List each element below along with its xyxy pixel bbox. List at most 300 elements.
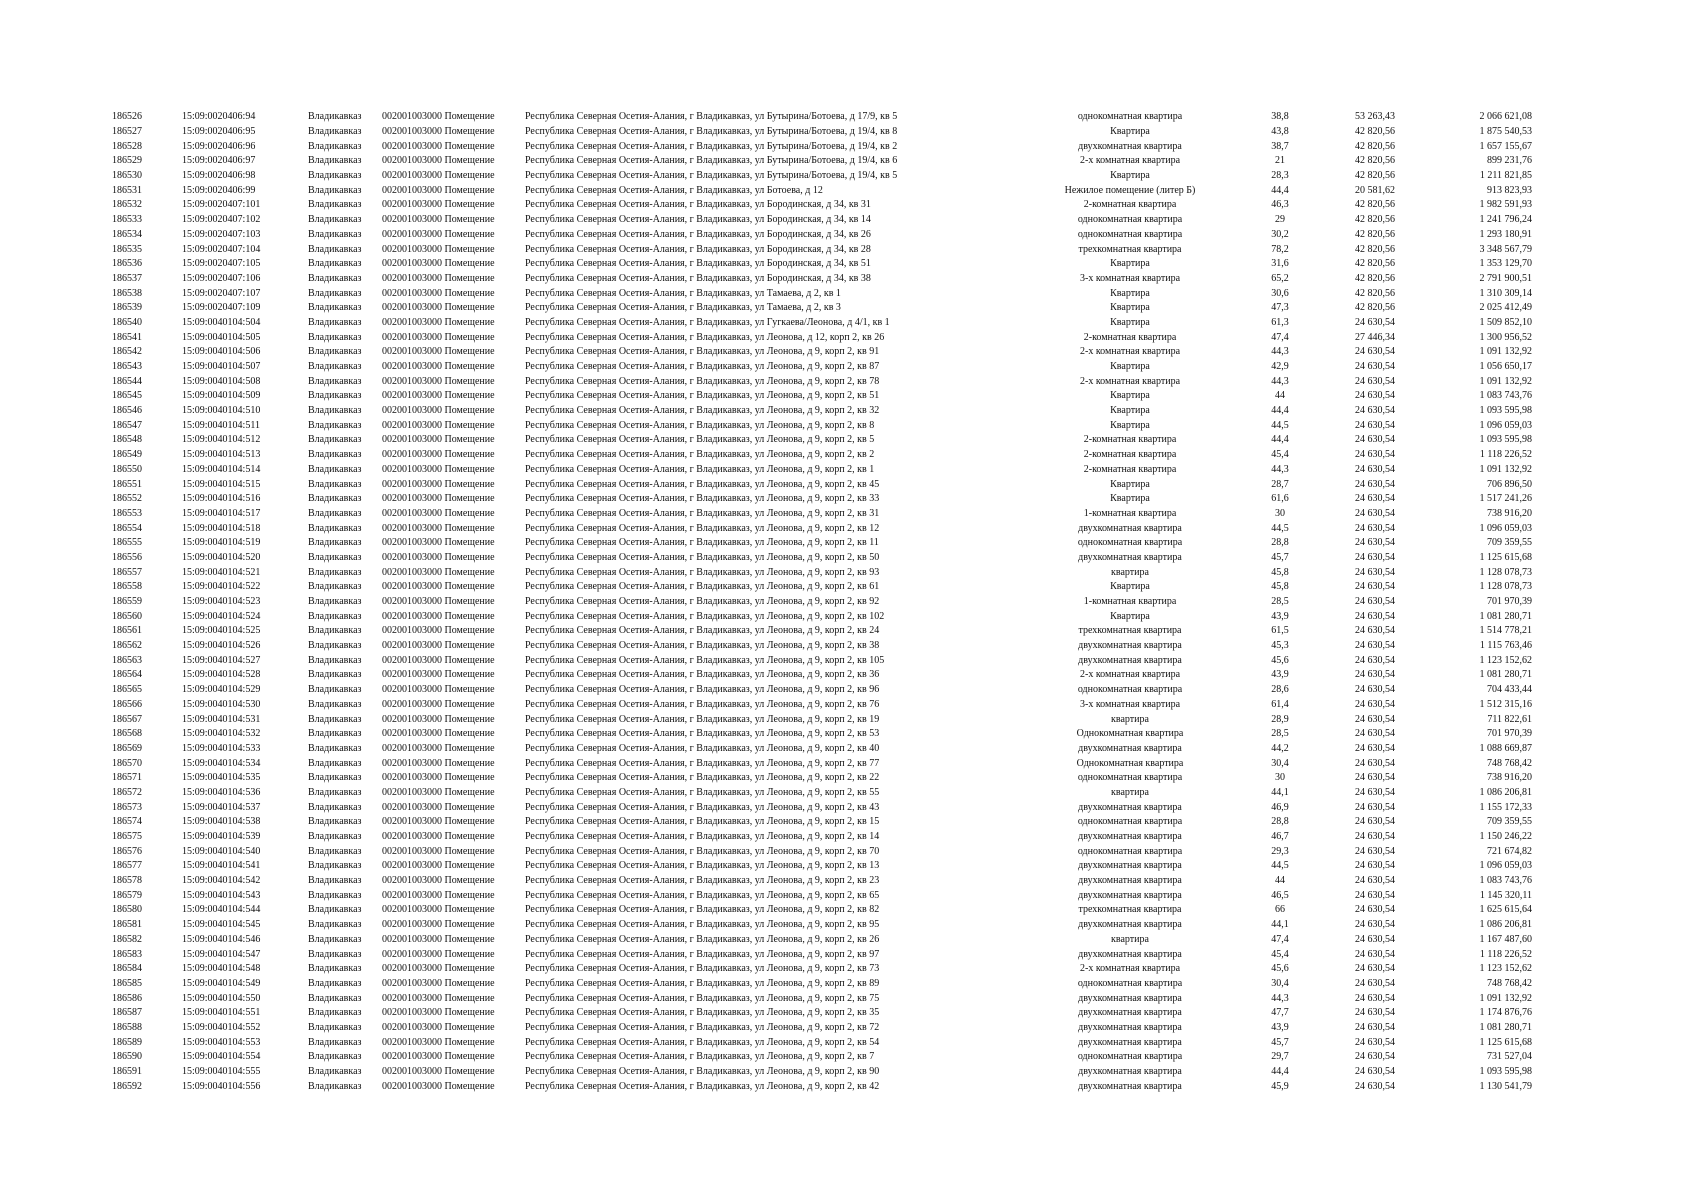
cadastral-value-cell: 1 115 763,46 — [1479, 640, 1532, 652]
record-id-cell: 186550 — [112, 463, 142, 475]
object-type-cell: 002001003000 Помещение — [382, 728, 495, 740]
record-id-cell: 186530 — [112, 170, 142, 182]
table-row — [112, 874, 1532, 889]
cadastral-number-cell: 15:09:0020407:105 — [182, 258, 261, 270]
record-id-cell: 186554 — [112, 522, 142, 534]
table-row — [112, 433, 1532, 448]
cadastral-value-cell: 1 509 852,10 — [1479, 316, 1532, 328]
city-cell: Владикавказ — [308, 228, 362, 240]
object-type-cell: 002001003000 Помещение — [382, 126, 495, 138]
address-cell: Республика Северная Осетия-Алания, г Владикавказ, ул Леонова, д 9, корп 2, кв 55 — [525, 786, 880, 798]
object-type-cell: 002001003000 Помещение — [382, 537, 495, 549]
object-type-cell: 002001003000 Помещение — [382, 919, 495, 931]
record-id-cell: 186559 — [112, 596, 142, 608]
premises-name-cell: двухкомнатная квартира — [1078, 1066, 1182, 1078]
specific-value-cell: 24 630,54 — [1355, 713, 1395, 725]
area-cell: 46,9 — [1271, 801, 1289, 813]
address-cell: Республика Северная Осетия-Алания, г Владикавказ, ул Леонова, д 9, корп 2, кв 65 — [525, 889, 880, 901]
area-cell: 78,2 — [1271, 243, 1289, 255]
area-cell: 28,9 — [1271, 713, 1289, 725]
table-row — [112, 463, 1532, 478]
cadastral-number-cell: 15:09:0040104:522 — [182, 581, 261, 593]
city-cell: Владикавказ — [308, 214, 362, 226]
cadastral-value-cell: 3 348 567,79 — [1479, 243, 1532, 255]
record-id-cell: 186540 — [112, 316, 142, 328]
address-cell: Республика Северная Осетия-Алания, г Владикавказ, ул Леонова, д 9, корп 2, кв 45 — [525, 478, 880, 490]
premises-name-cell: двухкомнатная квартира — [1078, 1080, 1182, 1092]
cadastral-value-cell: 1 174 876,76 — [1479, 1007, 1532, 1019]
cadastral-value-cell: 1 150 246,22 — [1479, 831, 1532, 843]
object-type-cell: 002001003000 Помещение — [382, 361, 495, 373]
record-id-cell: 186533 — [112, 214, 142, 226]
table-row — [112, 668, 1532, 683]
table-row — [112, 330, 1532, 345]
area-cell: 66 — [1275, 904, 1285, 916]
record-id-cell: 186552 — [112, 493, 142, 505]
cadastral-value-cell: 1 155 172,33 — [1479, 801, 1532, 813]
table-row — [112, 404, 1532, 419]
city-cell: Владикавказ — [308, 992, 362, 1004]
address-cell: Республика Северная Осетия-Алания, г Владикавказ, ул Леонова, д 9, корп 2, кв 93 — [525, 566, 880, 578]
city-cell: Владикавказ — [308, 845, 362, 857]
object-type-cell: 002001003000 Помещение — [382, 316, 495, 328]
city-cell: Владикавказ — [308, 478, 362, 490]
specific-value-cell: 24 630,54 — [1355, 654, 1395, 666]
city-cell: Владикавказ — [308, 126, 362, 138]
record-id-cell: 186560 — [112, 610, 142, 622]
cadastral-number-cell: 15:09:0040104:514 — [182, 463, 261, 475]
cadastral-value-cell: 1 088 669,87 — [1479, 742, 1532, 754]
object-type-cell: 002001003000 Помещение — [382, 419, 495, 431]
table-row — [112, 756, 1532, 771]
premises-name-cell: Квартира — [1110, 170, 1150, 182]
cadastral-value-cell: 1 118 226,52 — [1479, 449, 1532, 461]
table-row — [112, 139, 1532, 154]
table-row — [112, 800, 1532, 815]
table-row — [112, 374, 1532, 389]
cadastral-value-cell: 731 527,04 — [1487, 1051, 1532, 1063]
city-cell: Владикавказ — [308, 1021, 362, 1033]
object-type-cell: 002001003000 Помещение — [382, 346, 495, 358]
record-id-cell: 186532 — [112, 199, 142, 211]
address-cell: Республика Северная Осетия-Алания, г Владикавказ, ул Леонова, д 9, корп 2, кв 22 — [525, 772, 880, 784]
record-id-cell: 186551 — [112, 478, 142, 490]
table-row — [112, 228, 1532, 243]
city-cell: Владикавказ — [308, 140, 362, 152]
area-cell: 44,4 — [1271, 434, 1289, 446]
premises-name-cell: 1-комнатная квартира — [1083, 596, 1177, 608]
specific-value-cell: 24 630,54 — [1355, 801, 1395, 813]
city-cell: Владикавказ — [308, 860, 362, 872]
cadastral-value-cell: 748 768,42 — [1487, 757, 1532, 769]
city-cell: Владикавказ — [308, 728, 362, 740]
cadastral-value-cell: 1 353 129,70 — [1479, 258, 1532, 270]
address-cell: Республика Северная Осетия-Алания, г Владикавказ, ул Леонова, д 12, корп 2, кв 26 — [525, 331, 885, 343]
table-row — [112, 198, 1532, 213]
address-cell: Республика Северная Осетия-Алания, г Владикавказ, ул Леонова, д 9, корп 2, кв 77 — [525, 757, 880, 769]
record-id-cell: 186542 — [112, 346, 142, 358]
cadastral-number-cell: 15:09:0040104:519 — [182, 537, 261, 549]
city-cell: Владикавказ — [308, 537, 362, 549]
premises-name-cell: Однокомнатная квартира — [1076, 757, 1184, 769]
table-row — [112, 844, 1532, 859]
specific-value-cell: 24 630,54 — [1355, 977, 1395, 989]
area-cell: 65,2 — [1271, 272, 1289, 284]
cadastral-number-cell: 15:09:0040104:532 — [182, 728, 261, 740]
specific-value-cell: 24 630,54 — [1355, 1036, 1395, 1048]
address-cell: Республика Северная Осетия-Алания, г Владикавказ, ул Леонова, д 9, корп 2, кв 97 — [525, 948, 880, 960]
cadastral-number-cell: 15:09:0040104:529 — [182, 684, 261, 696]
area-cell: 29 — [1275, 214, 1285, 226]
area-cell: 47,3 — [1271, 302, 1289, 314]
address-cell: Республика Северная Осетия-Алания, г Владикавказ, ул Леонова, д 9, корп 2, кв 89 — [525, 977, 880, 989]
specific-value-cell: 24 630,54 — [1355, 889, 1395, 901]
cadastral-number-cell: 15:09:0040104:517 — [182, 507, 261, 519]
area-cell: 44,5 — [1271, 419, 1289, 431]
table-row — [112, 477, 1532, 492]
record-id-cell: 186539 — [112, 302, 142, 314]
cadastral-number-cell: 15:09:0040104:547 — [182, 948, 261, 960]
premises-name-cell: квартира — [1111, 713, 1149, 725]
cadastral-value-cell: 701 970,39 — [1487, 728, 1532, 740]
record-id-cell: 186536 — [112, 258, 142, 270]
address-cell: Республика Северная Осетия-Алания, г Владикавказ, ул Леонова, д 9, корп 2, кв 51 — [525, 390, 880, 402]
cadastral-number-cell: 15:09:0020406:94 — [182, 111, 256, 123]
record-id-cell: 186576 — [112, 845, 142, 857]
premises-name-cell: Квартира — [1110, 361, 1150, 373]
specific-value-cell: 24 630,54 — [1355, 992, 1395, 1004]
record-id-cell: 186577 — [112, 860, 142, 872]
area-cell: 47,7 — [1271, 1007, 1289, 1019]
city-cell: Владикавказ — [308, 155, 362, 167]
area-cell: 28,8 — [1271, 816, 1289, 828]
record-id-cell: 186592 — [112, 1080, 142, 1092]
specific-value-cell: 24 630,54 — [1355, 434, 1395, 446]
address-cell: Республика Северная Осетия-Алания, г Владикавказ, ул Леонова, д 9, корп 2, кв 33 — [525, 493, 880, 505]
premises-name-cell: двухкомнатная квартира — [1078, 551, 1182, 563]
premises-name-cell: Квартира — [1110, 316, 1150, 328]
premises-name-cell: двухкомнатная квартира — [1078, 640, 1182, 652]
address-cell: Республика Северная Осетия-Алания, г Владикавказ, ул Леонова, д 9, корп 2, кв 38 — [525, 640, 880, 652]
area-cell: 29,7 — [1271, 1051, 1289, 1063]
cadastral-number-cell: 15:09:0040104:544 — [182, 904, 261, 916]
cadastral-value-cell: 2 791 900,51 — [1479, 272, 1532, 284]
address-cell: Республика Северная Осетия-Алания, г Владикавказ, ул Леонова, д 9, корп 2, кв 96 — [525, 684, 880, 696]
premises-name-cell: двухкомнатная квартира — [1078, 742, 1182, 754]
premises-name-cell: 2-комнатная квартира — [1083, 331, 1177, 343]
cadastral-number-cell: 15:09:0040104:523 — [182, 596, 261, 608]
object-type-cell: 002001003000 Помещение — [382, 772, 495, 784]
specific-value-cell: 20 581,62 — [1355, 184, 1395, 196]
city-cell: Владикавказ — [308, 170, 362, 182]
object-type-cell: 002001003000 Помещение — [382, 625, 495, 637]
specific-value-cell: 24 630,54 — [1355, 904, 1395, 916]
cadastral-value-cell: 1 081 280,71 — [1479, 610, 1532, 622]
premises-name-cell: Квартира — [1110, 419, 1150, 431]
cadastral-number-cell: 15:09:0020407:109 — [182, 302, 261, 314]
object-type-cell: 002001003000 Помещение — [382, 977, 495, 989]
area-cell: 43,9 — [1271, 1021, 1289, 1033]
premises-name-cell: трехкомнатная квартира — [1078, 625, 1182, 637]
object-type-cell: 002001003000 Помещение — [382, 228, 495, 240]
table-row — [112, 580, 1532, 595]
specific-value-cell: 24 630,54 — [1355, 581, 1395, 593]
premises-name-cell: Квартира — [1110, 493, 1150, 505]
table-row — [112, 272, 1532, 287]
city-cell: Владикавказ — [308, 272, 362, 284]
premises-name-cell: двухкомнатная квартира — [1078, 801, 1182, 813]
record-id-cell: 186562 — [112, 640, 142, 652]
specific-value-cell: 24 630,54 — [1355, 405, 1395, 417]
cadastral-value-cell: 1 091 132,92 — [1479, 992, 1532, 1004]
address-cell: Республика Северная Осетия-Алания, г Владикавказ, ул Леонова, д 9, корп 2, кв 102 — [525, 610, 885, 622]
address-cell: Республика Северная Осетия-Алания, г Владикавказ, ул Бородинская, д 34, кв 38 — [525, 272, 871, 284]
specific-value-cell: 24 630,54 — [1355, 1021, 1395, 1033]
cadastral-number-cell: 15:09:0040104:556 — [182, 1080, 261, 1092]
city-cell: Владикавказ — [308, 419, 362, 431]
city-cell: Владикавказ — [308, 390, 362, 402]
table-row — [112, 551, 1532, 566]
specific-value-cell: 24 630,54 — [1355, 816, 1395, 828]
premises-name-cell: Квартира — [1110, 390, 1150, 402]
table-row — [112, 286, 1532, 301]
object-type-cell: 002001003000 Помещение — [382, 875, 495, 887]
object-type-cell: 002001003000 Помещение — [382, 272, 495, 284]
city-cell: Владикавказ — [308, 375, 362, 387]
cadastral-number-cell: 15:09:0040104:539 — [182, 831, 261, 843]
record-id-cell: 186569 — [112, 742, 142, 754]
premises-name-cell: 2-комнатная квартира — [1083, 199, 1177, 211]
area-cell: 29,3 — [1271, 845, 1289, 857]
address-cell: Республика Северная Осетия-Алания, г Владикавказ, ул Бутырина/Ботоева, д 19/4, кв 6 — [525, 155, 898, 167]
cadastral-number-cell: 15:09:0020407:107 — [182, 287, 261, 299]
cadastral-value-cell: 1 310 309,14 — [1479, 287, 1532, 299]
specific-value-cell: 24 630,54 — [1355, 786, 1395, 798]
premises-name-cell: Квартира — [1110, 610, 1150, 622]
address-cell: Республика Северная Осетия-Алания, г Владикавказ, ул Бородинская, д 34, кв 26 — [525, 228, 871, 240]
record-id-cell: 186543 — [112, 361, 142, 373]
address-cell: Республика Северная Осетия-Алания, г Владикавказ, ул Леонова, д 9, корп 2, кв 36 — [525, 669, 880, 681]
city-cell: Владикавказ — [308, 346, 362, 358]
table-row — [112, 389, 1532, 404]
address-cell: Республика Северная Осетия-Алания, г Владикавказ, ул Тамаева, д 2, кв 3 — [525, 302, 841, 314]
cadastral-number-cell: 15:09:0020406:98 — [182, 170, 256, 182]
address-cell: Республика Северная Осетия-Алания, г Владикавказ, ул Леонова, д 9, корп 2, кв 11 — [525, 537, 879, 549]
city-cell: Владикавказ — [308, 331, 362, 343]
area-cell: 21 — [1275, 155, 1285, 167]
address-cell: Республика Северная Осетия-Алания, г Владикавказ, ул Леонова, д 9, корп 2, кв 24 — [525, 625, 880, 637]
object-type-cell: 002001003000 Помещение — [382, 992, 495, 1004]
object-type-cell: 002001003000 Помещение — [382, 1021, 495, 1033]
address-cell: Республика Северная Осетия-Алания, г Владикавказ, ул Леонова, д 9, корп 2, кв 75 — [525, 992, 880, 1004]
premises-name-cell: двухкомнатная квартира — [1078, 889, 1182, 901]
area-cell: 44,3 — [1271, 375, 1289, 387]
cadastral-value-cell: 1 091 132,92 — [1479, 346, 1532, 358]
address-cell: Республика Северная Осетия-Алания, г Владикавказ, ул Леонова, д 9, корп 2, кв 32 — [525, 405, 880, 417]
premises-name-cell: двухкомнатная квартира — [1078, 948, 1182, 960]
city-cell: Владикавказ — [308, 449, 362, 461]
record-id-cell: 186578 — [112, 875, 142, 887]
specific-value-cell: 24 630,54 — [1355, 831, 1395, 843]
cadastral-number-cell: 15:09:0040104:521 — [182, 566, 261, 578]
object-type-cell: 002001003000 Помещение — [382, 405, 495, 417]
object-type-cell: 002001003000 Помещение — [382, 111, 495, 123]
table-row — [112, 947, 1532, 962]
record-id-cell: 186570 — [112, 757, 142, 769]
record-id-cell: 186558 — [112, 581, 142, 593]
premises-name-cell: Квартира — [1110, 258, 1150, 270]
city-cell: Владикавказ — [308, 963, 362, 975]
specific-value-cell: 24 630,54 — [1355, 640, 1395, 652]
premises-name-cell: двухкомнатная квартира — [1078, 1007, 1182, 1019]
table-row — [112, 448, 1532, 463]
cadastral-value-cell: 1 300 956,52 — [1479, 331, 1532, 343]
object-type-cell: 002001003000 Помещение — [382, 1036, 495, 1048]
table-row — [112, 771, 1532, 786]
city-cell: Владикавказ — [308, 287, 362, 299]
cadastral-value-cell: 748 768,42 — [1487, 977, 1532, 989]
cadastral-number-cell: 15:09:0040104:535 — [182, 772, 261, 784]
object-type-cell: 002001003000 Помещение — [382, 757, 495, 769]
city-cell: Владикавказ — [308, 772, 362, 784]
premises-name-cell: Однокомнатная квартира — [1076, 728, 1184, 740]
address-cell: Республика Северная Осетия-Алания, г Владикавказ, ул Леонова, д 9, корп 2, кв 12 — [525, 522, 880, 534]
cadastral-value-cell: 706 896,50 — [1487, 478, 1532, 490]
record-id-cell: 186564 — [112, 669, 142, 681]
specific-value-cell: 24 630,54 — [1355, 963, 1395, 975]
area-cell: 61,3 — [1271, 316, 1289, 328]
address-cell: Республика Северная Осетия-Алания, г Владикавказ, ул Леонова, д 9, корп 2, кв 54 — [525, 1036, 880, 1048]
area-cell: 44,4 — [1271, 184, 1289, 196]
cadastral-number-cell: 15:09:0020406:95 — [182, 126, 256, 138]
city-cell: Владикавказ — [308, 463, 362, 475]
premises-name-cell: квартира — [1111, 786, 1149, 798]
premises-name-cell: двухкомнатная квартира — [1078, 831, 1182, 843]
city-cell: Владикавказ — [308, 493, 362, 505]
premises-name-cell: 2-х комнатная квартира — [1079, 346, 1181, 358]
object-type-cell: 002001003000 Помещение — [382, 816, 495, 828]
record-id-cell: 186580 — [112, 904, 142, 916]
record-id-cell: 186565 — [112, 684, 142, 696]
table-row — [112, 609, 1532, 624]
specific-value-cell: 24 630,54 — [1355, 610, 1395, 622]
area-cell: 44,5 — [1271, 860, 1289, 872]
cadastral-value-cell: 1 096 059,03 — [1479, 522, 1532, 534]
cadastral-value-cell: 1 875 540,53 — [1479, 126, 1532, 138]
area-cell: 44,3 — [1271, 992, 1289, 1004]
cadastral-value-cell: 1 145 320,11 — [1479, 889, 1532, 901]
cadastral-value-cell: 1 091 132,92 — [1479, 463, 1532, 475]
premises-name-cell: однокомнатная квартира — [1077, 214, 1183, 226]
cadastral-value-cell: 1 083 743,76 — [1479, 390, 1532, 402]
city-cell: Владикавказ — [308, 596, 362, 608]
cadastral-number-cell: 15:09:0040104:541 — [182, 860, 261, 872]
record-id-cell: 186573 — [112, 801, 142, 813]
table-row — [112, 727, 1532, 742]
area-cell: 28,7 — [1271, 478, 1289, 490]
cadastral-value-cell: 1 086 206,81 — [1479, 919, 1532, 931]
specific-value-cell: 24 630,54 — [1355, 375, 1395, 387]
area-cell: 44 — [1275, 390, 1285, 402]
address-cell: Республика Северная Осетия-Алания, г Владикавказ, ул Бородинская, д 34, кв 51 — [525, 258, 871, 270]
premises-name-cell: двухкомнатная квартира — [1078, 875, 1182, 887]
record-id-cell: 186586 — [112, 992, 142, 1004]
cadastral-value-cell: 2 025 412,49 — [1479, 302, 1532, 314]
area-cell: 45,8 — [1271, 581, 1289, 593]
premises-name-cell: двухкомнатная квартира — [1078, 860, 1182, 872]
cadastral-value-cell: 1 093 595,98 — [1479, 1066, 1532, 1078]
specific-value-cell: 42 820,56 — [1355, 228, 1395, 240]
area-cell: 45,6 — [1271, 654, 1289, 666]
record-id-cell: 186590 — [112, 1051, 142, 1063]
area-cell: 47,4 — [1271, 933, 1289, 945]
specific-value-cell: 24 630,54 — [1355, 757, 1395, 769]
city-cell: Владикавказ — [308, 669, 362, 681]
premises-name-cell: квартира — [1111, 566, 1149, 578]
specific-value-cell: 42 820,56 — [1355, 199, 1395, 211]
cadastral-number-cell: 15:09:0040104:513 — [182, 449, 261, 461]
premises-name-cell: двухкомнатная квартира — [1078, 919, 1182, 931]
address-cell: Республика Северная Осетия-Алания, г Владикавказ, ул Леонова, д 9, корп 2, кв 23 — [525, 875, 880, 887]
address-cell: Республика Северная Осетия-Алания, г Владикавказ, ул Леонова, д 9, корп 2, кв 1 — [525, 463, 875, 475]
cadastral-value-cell: 704 433,44 — [1487, 684, 1532, 696]
area-cell: 42,9 — [1271, 361, 1289, 373]
area-cell: 47,4 — [1271, 331, 1289, 343]
city-cell: Владикавказ — [308, 1066, 362, 1078]
table-row — [112, 653, 1532, 668]
record-id-cell: 186568 — [112, 728, 142, 740]
object-type-cell: 002001003000 Помещение — [382, 199, 495, 211]
specific-value-cell: 24 630,54 — [1355, 493, 1395, 505]
cadastral-value-cell: 1 123 152,62 — [1479, 654, 1532, 666]
address-cell: Республика Северная Осетия-Алания, г Владикавказ, ул Бутырина/Ботоева, д 19/4, кв 8 — [525, 126, 898, 138]
cadastral-value-cell: 1 241 796,24 — [1479, 214, 1532, 226]
record-id-cell: 186538 — [112, 287, 142, 299]
area-cell: 45,7 — [1271, 551, 1289, 563]
cadastral-number-cell: 15:09:0040104:546 — [182, 933, 261, 945]
area-cell: 61,5 — [1271, 625, 1289, 637]
address-cell: Республика Северная Осетия-Алания, г Владикавказ, ул Леонова, д 9, корп 2, кв 82 — [525, 904, 880, 916]
cadastral-number-cell: 15:09:0040104:505 — [182, 331, 261, 343]
specific-value-cell: 24 630,54 — [1355, 463, 1395, 475]
cadastral-value-cell: 701 970,39 — [1487, 596, 1532, 608]
cadastral-value-cell: 709 359,55 — [1487, 537, 1532, 549]
address-cell: Республика Северная Осетия-Алания, г Владикавказ, ул Тамаева, д 2, кв 1 — [525, 287, 841, 299]
cadastral-value-cell: 1 093 595,98 — [1479, 405, 1532, 417]
premises-name-cell: 2-комнатная квартира — [1083, 463, 1177, 475]
specific-value-cell: 42 820,56 — [1355, 140, 1395, 152]
record-id-cell: 186545 — [112, 390, 142, 402]
record-id-cell: 186579 — [112, 889, 142, 901]
record-id-cell: 186556 — [112, 551, 142, 563]
premises-name-cell: однокомнатная квартира — [1077, 537, 1183, 549]
object-type-cell: 002001003000 Помещение — [382, 742, 495, 754]
record-id-cell: 186527 — [112, 126, 142, 138]
specific-value-cell: 24 630,54 — [1355, 419, 1395, 431]
city-cell: Владикавказ — [308, 904, 362, 916]
table-row — [112, 360, 1532, 375]
cadastral-value-cell: 1 081 280,71 — [1479, 669, 1532, 681]
cadastral-number-cell: 15:09:0040104:504 — [182, 316, 261, 328]
area-cell: 30,4 — [1271, 757, 1289, 769]
object-type-cell: 002001003000 Помещение — [382, 801, 495, 813]
premises-name-cell: Квартира — [1110, 302, 1150, 314]
object-type-cell: 002001003000 Помещение — [382, 698, 495, 710]
city-cell: Владикавказ — [308, 757, 362, 769]
premises-name-cell: двухкомнатная квартира — [1078, 1036, 1182, 1048]
area-cell: 30,6 — [1271, 287, 1289, 299]
object-type-cell: 002001003000 Помещение — [382, 581, 495, 593]
